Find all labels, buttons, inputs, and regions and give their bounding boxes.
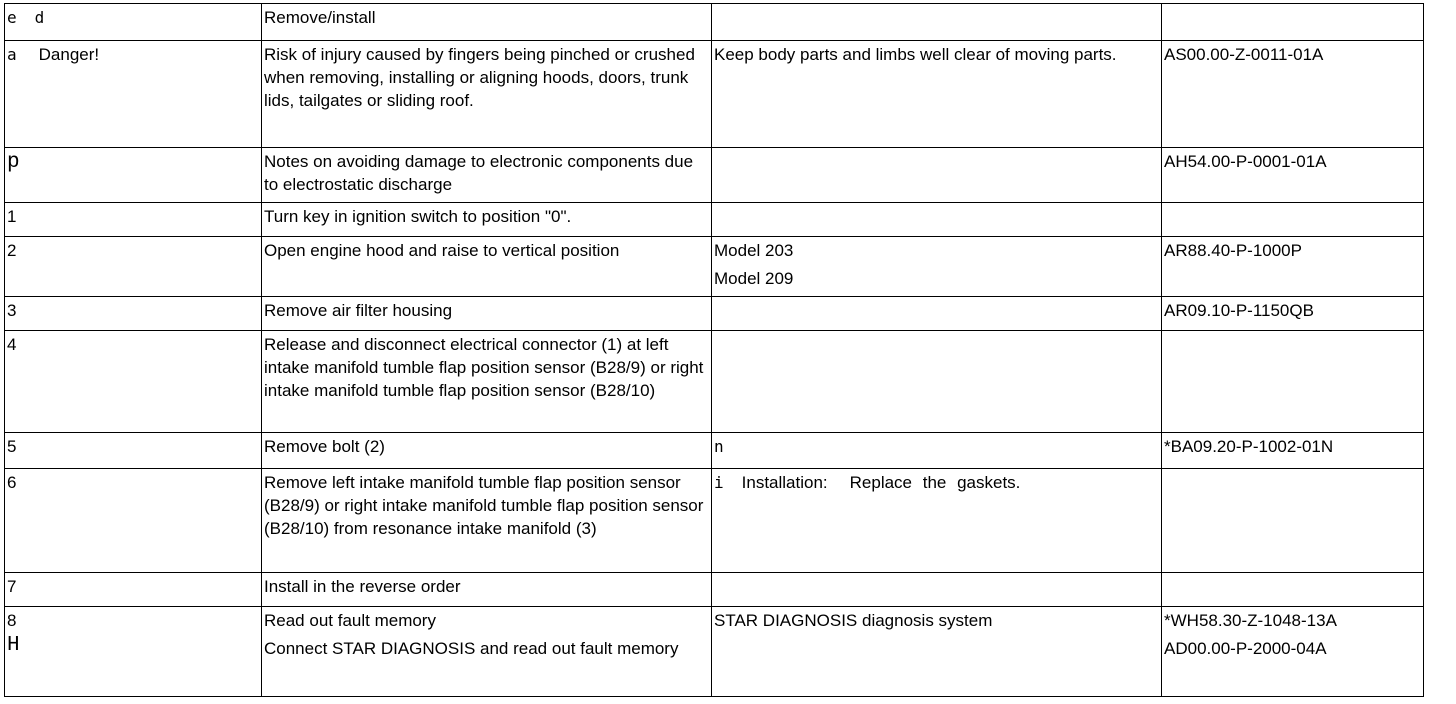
action-text: Remove left intake manifold tumble flap position sensor (B28/9) or right intake manifold tumble flap position sensor (B28/10) from resonance intake manifold (3): [264, 473, 704, 538]
action-cell: [262, 607, 712, 697]
step-number: 7: [7, 577, 17, 596]
step-cell: [5, 433, 262, 469]
action-text-secondary: Connect STAR DIAGNOSIS and read out fault memory: [264, 639, 679, 658]
reference-cell: [1162, 607, 1424, 697]
reference-link[interactable]: AR09.10-P-1150QB: [1164, 301, 1314, 320]
step-number: 3: [7, 301, 17, 320]
installation-label: Installation:: [741, 473, 828, 492]
reference-link[interactable]: *WH58.30-Z-1048-13A: [1164, 611, 1337, 630]
action-text: Open engine hood and raise to vertical position: [264, 241, 620, 260]
reference-cell: [1162, 203, 1424, 237]
notes-cell: [712, 607, 1162, 697]
table-row: [5, 573, 1424, 607]
table-row: [5, 297, 1424, 331]
action-cell: [262, 297, 712, 331]
step-cell: [5, 148, 262, 203]
model-note: Model 209: [714, 269, 794, 288]
action-text: Turn key in ignition switch to position "0".: [264, 207, 572, 226]
step-number: 1: [7, 207, 17, 226]
symbol-icon-d: d: [34, 8, 45, 27]
notes-cell: [712, 148, 1162, 203]
table-row: [5, 237, 1424, 297]
action-text: Remove/install: [264, 8, 376, 27]
notes-cell: [712, 331, 1162, 433]
notes-cell: [712, 237, 1162, 297]
action-text: Read out fault memory: [264, 611, 436, 630]
notes-cell: [712, 469, 1162, 573]
reference-link[interactable]: AS00.00-Z-0011-01A: [1164, 45, 1324, 64]
step-cell: [5, 4, 262, 41]
action-text: Risk of injury caused by fingers being pinched or crushed when removing, installing or aligning hoods, doors, trunk lids, tailgates or sliding roof.: [264, 45, 695, 110]
table-row: [5, 203, 1424, 237]
action-text: Remove bolt (2): [264, 437, 385, 456]
action-text: Remove air filter housing: [264, 301, 453, 320]
step-number: 4: [7, 335, 17, 354]
action-cell: [262, 469, 712, 573]
table-row: [5, 331, 1424, 433]
danger-label: Danger!: [38, 45, 100, 64]
action-cell: [262, 41, 712, 148]
notes-cell: [712, 41, 1162, 148]
reference-link[interactable]: AR88.40-P-1000P: [1164, 241, 1302, 260]
reference-cell: [1162, 4, 1424, 41]
step-cell: [5, 469, 262, 573]
notes-cell: [712, 4, 1162, 41]
reference-link[interactable]: AD00.00-P-2000-04A: [1164, 639, 1327, 658]
reference-link[interactable]: AH54.00-P-0001-01A: [1164, 152, 1327, 171]
table-row: [5, 41, 1424, 148]
action-cell: [262, 331, 712, 433]
note-text: STAR DIAGNOSIS diagnosis system: [714, 611, 993, 630]
action-text: Release and disconnect electrical connector (1) at left intake manifold tumble flap position sensor (B28/9) or right intake manifold tumble flap position sensor (B28/10): [264, 335, 704, 400]
danger-icon: a: [7, 45, 17, 64]
step-cell: [5, 203, 262, 237]
action-cell: [262, 237, 712, 297]
procedure-table: [4, 3, 1424, 697]
action-cell: [262, 433, 712, 469]
action-text: Notes on avoiding damage to electronic components due to electrostatic discharge: [264, 152, 694, 194]
step-number: 8: [7, 611, 17, 630]
note-text: Keep body parts and limbs well clear of moving parts.: [714, 45, 1117, 64]
action-cell: [262, 573, 712, 607]
reference-cell: [1162, 297, 1424, 331]
reference-cell: [1162, 237, 1424, 297]
step-cell: [5, 41, 262, 148]
table-row: [5, 148, 1424, 203]
notes-cell: [712, 297, 1162, 331]
reference-cell: [1162, 41, 1424, 148]
note-text: Replace the gaskets.: [849, 473, 1021, 492]
step-number: 2: [7, 241, 17, 260]
table-row: [5, 4, 1424, 41]
info-icon: i: [714, 473, 724, 492]
reference-cell: [1162, 148, 1424, 203]
action-text: Install in the reverse order: [264, 577, 461, 596]
reference-cell: [1162, 331, 1424, 433]
step-cell: [5, 607, 262, 697]
action-cell: [262, 203, 712, 237]
esd-notice-icon: p: [7, 151, 20, 174]
notes-cell: [712, 433, 1162, 469]
model-note: Model 203: [714, 241, 794, 260]
step-cell: [5, 573, 262, 607]
notes-cell: [712, 573, 1162, 607]
table-row: [5, 469, 1424, 573]
table-row: [5, 607, 1424, 697]
step-number: 5: [7, 437, 17, 456]
reference-link[interactable]: *BA09.20-P-1002-01N: [1164, 437, 1334, 456]
action-cell: [262, 148, 712, 203]
reference-cell: [1162, 469, 1424, 573]
reference-cell: [1162, 573, 1424, 607]
table-row: [5, 433, 1424, 469]
step-cell: [5, 237, 262, 297]
symbol-icon-e: e: [7, 8, 17, 27]
reference-cell: [1162, 433, 1424, 469]
step-number: 6: [7, 473, 17, 492]
notes-cell: [712, 203, 1162, 237]
tightening-torque-icon: n: [714, 437, 724, 456]
action-cell: [262, 4, 712, 41]
step-cell: [5, 297, 262, 331]
step-cell: [5, 331, 262, 433]
diagnosis-icon: H: [7, 634, 20, 657]
